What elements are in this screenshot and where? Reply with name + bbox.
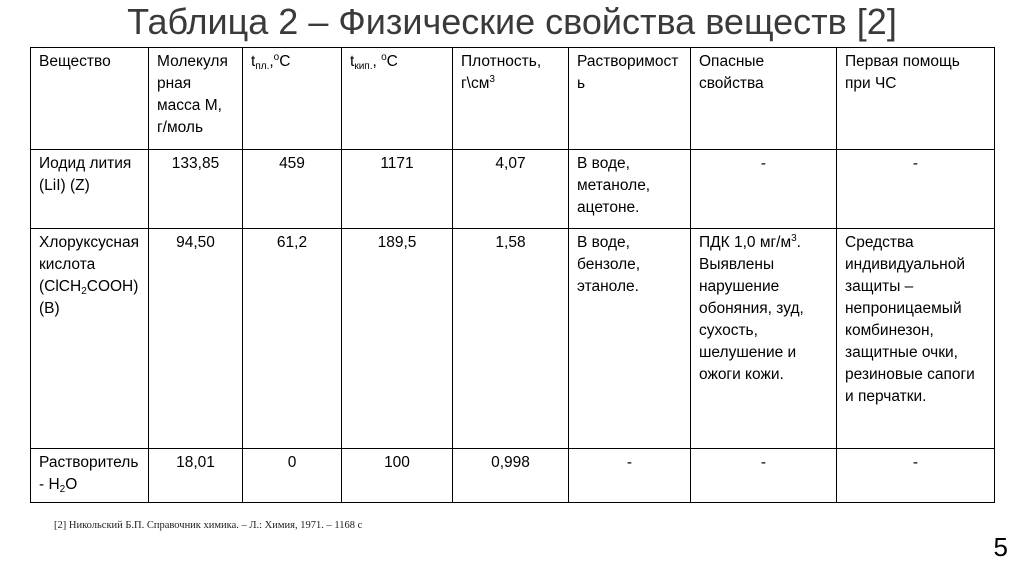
- cell-density: 4,07: [453, 150, 569, 229]
- header-boiling-point: $t_{кип.}$, $^o$C: [342, 48, 453, 150]
- cell-boiling-point: 100: [342, 449, 453, 503]
- cell-hazards: -: [691, 449, 837, 503]
- table-row: [31, 150, 995, 229]
- table-header-row: [31, 48, 995, 150]
- page-number: 5: [993, 532, 1008, 562]
- page-title: Таблица 2 – Физические свойства веществ [2]: [127, 1, 897, 42]
- cell-density: 1,58: [453, 229, 569, 449]
- header-hazards: Опасные свойства: [691, 48, 837, 150]
- cell-substance: Растворитель - $H_2O$: [31, 449, 149, 503]
- cell-melting-point: 459: [243, 150, 342, 229]
- table-row: [31, 449, 995, 503]
- table-row: [31, 229, 995, 449]
- cell-melting-point: 0: [243, 449, 342, 503]
- header-first-aid: Первая помощь при ЧС: [837, 48, 995, 150]
- cell-solubility: В воде, метаноле, ацетоне.: [569, 150, 691, 229]
- cell-molar-mass: 94,50: [149, 229, 243, 449]
- cell-hazards: -: [691, 150, 837, 229]
- cell-substance: Иодид лития (LiI) (Z): [31, 150, 149, 229]
- cell-density: 0,998: [453, 449, 569, 503]
- header-density: Плотность, $г\backslash см^3$: [453, 48, 569, 150]
- header-melting-point: $t_{пл.},^oC$: [243, 48, 342, 150]
- footnote-reference: [2] Никольский Б.П. Справочник химика. – Л.: Химия, 1971. – 1168 с: [54, 520, 363, 531]
- cell-substance: Хлоруксусная кислота (ClCH$_2$COOH) (B): [31, 229, 149, 449]
- cell-boiling-point: 1171: [342, 150, 453, 229]
- cell-melting-point: 61,2: [243, 229, 342, 449]
- cell-molar-mass: 18,01: [149, 449, 243, 503]
- cell-first-aid: -: [837, 150, 995, 229]
- properties-table: [30, 47, 995, 503]
- header-substance: Вещество: [31, 48, 149, 150]
- cell-hazards: ПДК 1,0 $мг/м^3$. Выявлены нарушение обоняния, зуд, сухость, шелушение и ожоги кожи.: [691, 229, 837, 449]
- header-solubility: Растворимость: [569, 48, 691, 150]
- cell-solubility: В воде, бензоле, этаноле.: [569, 229, 691, 449]
- header-molar-mass: Молекулярная масса М, г/моль: [149, 48, 243, 150]
- cell-molar-mass: 133,85: [149, 150, 243, 229]
- cell-boiling-point: 189,5: [342, 229, 453, 449]
- cell-first-aid: -: [837, 449, 995, 503]
- cell-solubility: -: [569, 449, 691, 503]
- cell-first-aid: Средства индивидуальной защиты – непроницаемый комбинезон, защитные очки, резиновые сапоги и перчатки.: [837, 229, 995, 449]
